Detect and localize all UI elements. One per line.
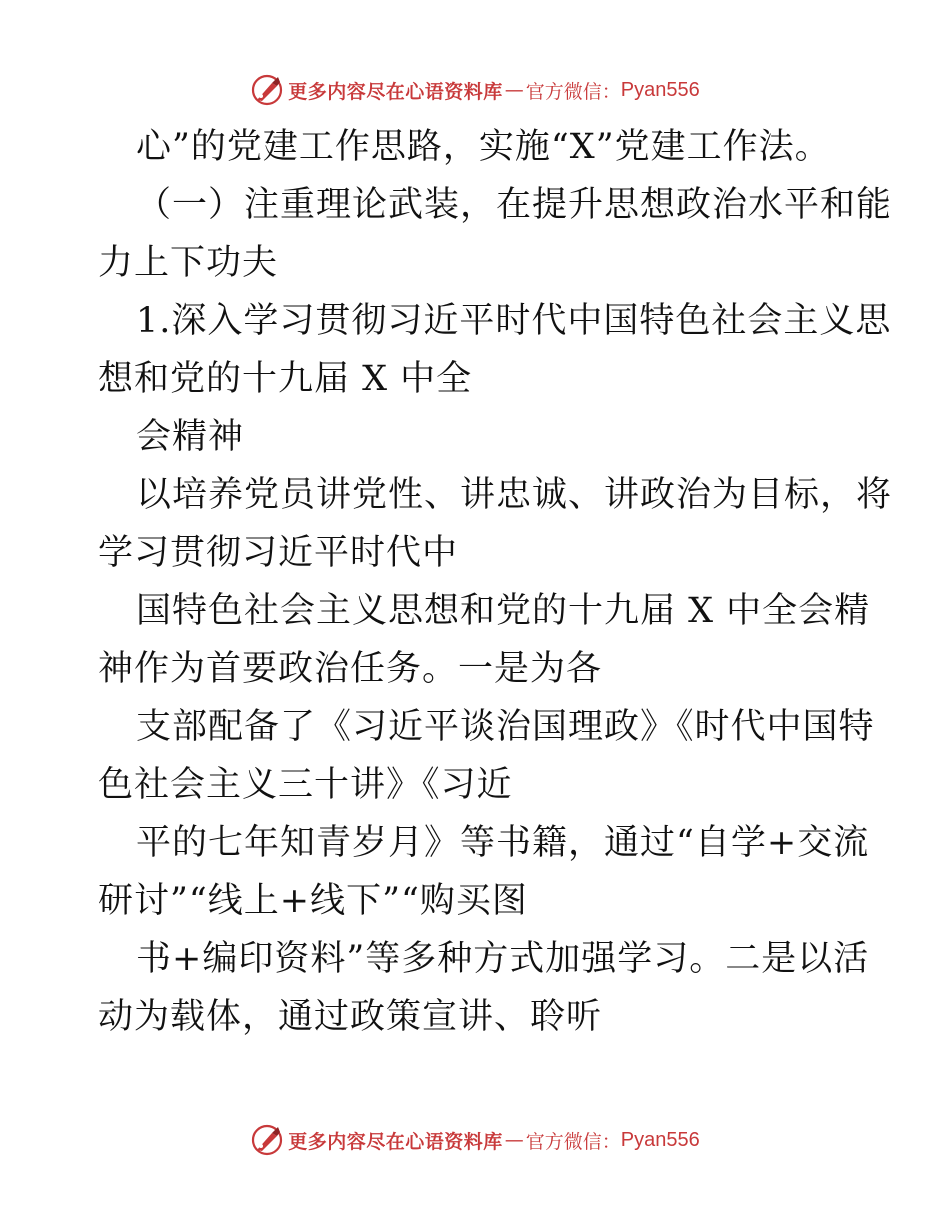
header-separator: —: [504, 79, 524, 101]
body-line: 色社会主义三十讲》《习近: [98, 765, 513, 805]
document-body: [98, 118, 893, 1046]
footer-banner: [0, 1120, 950, 1160]
subsection-heading-line: 会精神: [136, 417, 245, 457]
body-line: 国特色社会主义思想和党的十九届 X 中全会精: [136, 591, 871, 631]
quill-pen-logo-icon: [250, 73, 284, 107]
body-line: 以培养党员讲党性、讲忠诚、讲政治为目标，将: [136, 475, 893, 515]
section-heading-line: （一）注重理论武装，在提升思想政治水平和能: [136, 185, 893, 225]
body-line: 平的七年知青岁月》等书籍，通过“自学+交流: [136, 823, 870, 863]
body-line: 心”的党建工作思路，实施“X”党建工作法。: [136, 127, 831, 167]
body-line: 学习贯彻习近平时代中: [98, 533, 459, 573]
header-banner: [0, 70, 950, 110]
body-line: 支部配备了《习近平谈治国理政》《时代中国特: [136, 707, 875, 747]
header-wechat-label: 官方微信：: [525, 80, 621, 103]
body-line: 书+编印资料”等多种方式加强学习。二是以活: [136, 939, 870, 979]
footer-wechat-label: 官方微信：: [525, 1130, 621, 1153]
section-heading-line: 力上下功夫: [98, 243, 279, 283]
footer-separator: —: [504, 1129, 524, 1151]
subsection-heading-line: 1.深入学习贯彻习近平时代中国特色社会主义思: [136, 301, 892, 341]
footer-wechat-id: Pyan556: [620, 1128, 700, 1151]
body-line: 研讨”“线上+线下”“购买图: [98, 881, 528, 921]
header-wechat-id: Pyan556: [620, 78, 700, 101]
header-site-text: 更多内容尽在心语资料库: [288, 80, 503, 103]
footer-site-text: 更多内容尽在心语资料库: [288, 1130, 503, 1153]
subsection-heading-line: 想和党的十九届 X 中全: [98, 359, 473, 399]
body-line: 动为载体，通过政策宣讲、聆听: [98, 997, 603, 1037]
quill-pen-logo-icon: [250, 1123, 284, 1157]
body-line: 神作为首要政治任务。一是为各: [98, 649, 603, 689]
